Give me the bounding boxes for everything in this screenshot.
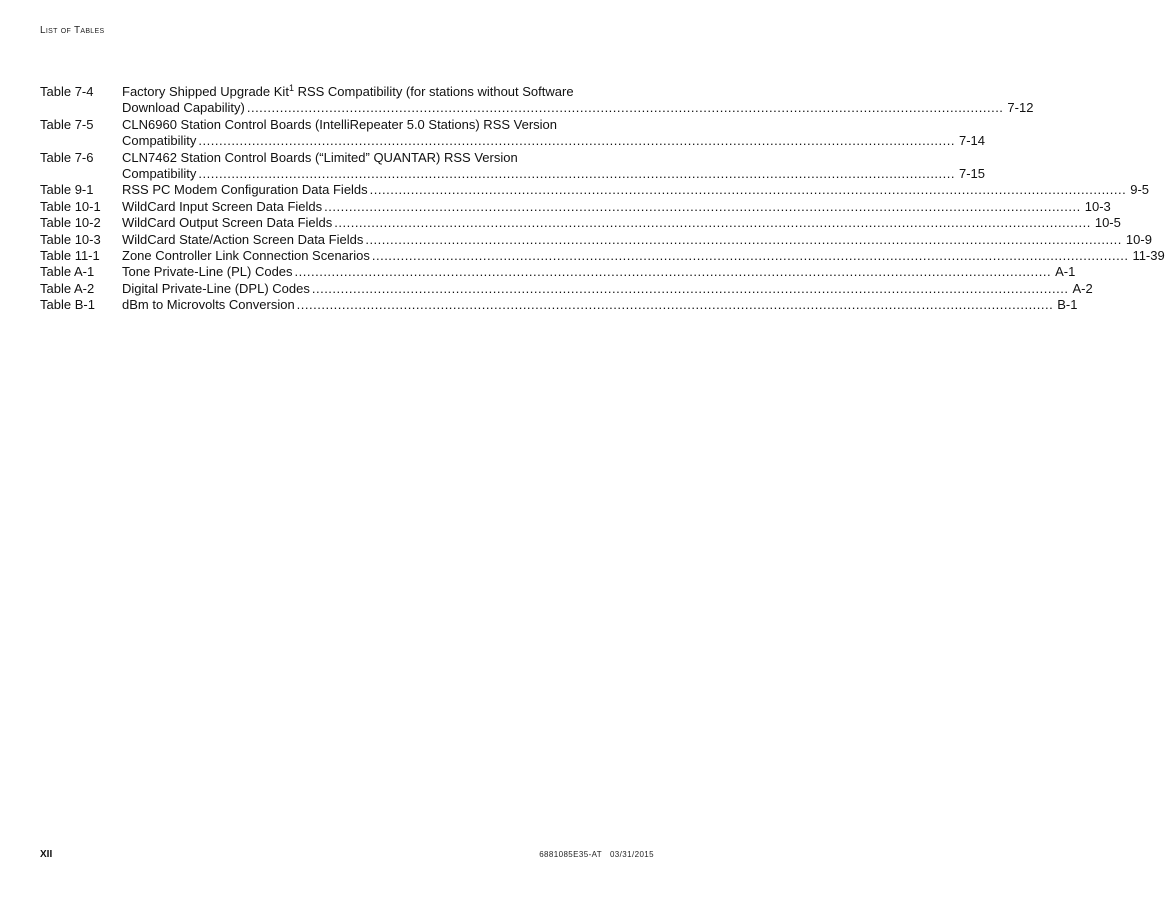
title-line-leader bbox=[122, 166, 986, 182]
title-text: CLN7462 Station Control Boards (“Limited” QUANTAR) RSS Version bbox=[122, 149, 518, 165]
title-line-leader bbox=[122, 297, 1078, 313]
toc-entry[interactable] bbox=[40, 149, 986, 183]
title-line-leader bbox=[122, 280, 1093, 297]
page-number: A-2 bbox=[1072, 280, 1093, 296]
toc-entry[interactable] bbox=[40, 198, 1111, 215]
dot-leader: ........................................................................................................................................................................................ bbox=[198, 133, 955, 149]
entry-body bbox=[122, 83, 1034, 117]
dot-leader: ........................................................................................................................................................................................ bbox=[311, 280, 1069, 296]
dot-leader: ........................................................................................................................................................................................ bbox=[324, 198, 1081, 214]
title-line-leader bbox=[122, 100, 1034, 116]
entry-body bbox=[122, 116, 986, 150]
title-line-leader bbox=[122, 264, 1076, 280]
title-text: WildCard Output Screen Data Fields bbox=[122, 215, 333, 231]
footer-date: 03/31/2015 bbox=[609, 850, 654, 859]
page-number: 10-3 bbox=[1084, 198, 1111, 214]
title-line bbox=[122, 150, 614, 166]
table-number: Table B-1 bbox=[40, 297, 95, 313]
table-number: Table 7-4 bbox=[40, 84, 94, 99]
footer-doc-id: 6881085E35-AT bbox=[539, 850, 603, 859]
table-number: Table 7-5 bbox=[40, 116, 94, 132]
entry-body bbox=[122, 149, 986, 183]
entry-body bbox=[122, 280, 1093, 297]
dot-leader: ........................................................................................................................................................................................ bbox=[296, 297, 1054, 313]
table-number: Table 10-1 bbox=[40, 198, 101, 214]
entry-body bbox=[122, 248, 1165, 264]
toc-entry[interactable] bbox=[40, 297, 1078, 313]
title-line-leader bbox=[122, 198, 1111, 215]
title-line-leader bbox=[122, 231, 1152, 248]
title-text: Zone Controller Link Connection Scenarios bbox=[122, 248, 370, 264]
title-text: WildCard State/Action Screen Data Fields bbox=[122, 231, 364, 247]
toc-entry[interactable] bbox=[40, 264, 1076, 280]
title-text: Download Capability) bbox=[122, 100, 245, 116]
toc-entry[interactable] bbox=[40, 231, 1152, 248]
title-line bbox=[122, 84, 614, 100]
page-number: 11-39 bbox=[1132, 248, 1165, 264]
table-number: Table 7-6 bbox=[40, 149, 94, 165]
entry-body bbox=[122, 215, 1121, 231]
page-number: B-1 bbox=[1057, 297, 1078, 313]
page-number: 10-9 bbox=[1125, 231, 1152, 247]
table-number: Table A-1 bbox=[40, 264, 95, 280]
dot-leader: ........................................................................................................................................................................................ bbox=[365, 231, 1122, 247]
title-text: dBm to Microvolts Conversion bbox=[122, 297, 295, 313]
page-number: 10-5 bbox=[1094, 215, 1121, 231]
dot-leader: ........................................................................................................................................................................................ bbox=[246, 100, 1004, 116]
footer-page-label: XII bbox=[40, 849, 53, 860]
title-text: Tone Private-Line (PL) Codes bbox=[122, 264, 293, 280]
toc-entry[interactable] bbox=[40, 116, 986, 150]
table-number: Table 10-2 bbox=[40, 215, 101, 231]
entry-body bbox=[122, 231, 1152, 248]
entry-body bbox=[122, 297, 1078, 313]
title-text: Factory Shipped Upgrade Kit$^1$ RSS Compatibility (for stations without Software bbox=[122, 83, 574, 99]
table-number: Table 11-1 bbox=[40, 248, 100, 264]
title-text: Digital Private-Line (DPL) Codes bbox=[122, 280, 310, 296]
title-text: Compatibility bbox=[122, 166, 197, 182]
table-number: Table 9-1 bbox=[40, 182, 94, 198]
entry-body bbox=[122, 198, 1111, 215]
title-text: WildCard Input Screen Data Fields bbox=[122, 198, 323, 214]
toc-entry[interactable] bbox=[40, 182, 1150, 198]
page-number: 7-14 bbox=[959, 133, 986, 149]
title-line-leader bbox=[122, 182, 1150, 198]
footnote-marker: 1 bbox=[288, 83, 294, 93]
toc-entry[interactable] bbox=[40, 248, 1165, 264]
page-number: 9-5 bbox=[1130, 182, 1150, 198]
title-text: RSS PC Modem Configuration Data Fields bbox=[122, 182, 368, 198]
table-number: Table 10-3 bbox=[40, 231, 101, 247]
dot-leader: ........................................................................................................................................................................................ bbox=[294, 264, 1052, 280]
entry-body bbox=[122, 264, 1076, 280]
title-line-leader bbox=[122, 248, 1165, 264]
page-number: A-1 bbox=[1055, 264, 1076, 280]
title-line-leader bbox=[122, 133, 986, 149]
page-number: 7-15 bbox=[959, 166, 986, 182]
dot-leader: ........................................................................................................................................................................................ bbox=[371, 248, 1129, 264]
entry-body bbox=[122, 182, 1150, 198]
toc-entry[interactable] bbox=[40, 215, 1121, 231]
dot-leader: ........................................................................................................................................................................................ bbox=[334, 215, 1091, 231]
table-of-contents-list bbox=[40, 83, 1165, 314]
table-number: Table A-2 bbox=[40, 280, 95, 296]
page-number: 7-12 bbox=[1007, 100, 1034, 116]
toc-entry[interactable] bbox=[40, 83, 1034, 117]
dot-leader: ........................................................................................................................................................................................ bbox=[198, 166, 955, 182]
title-text: CLN6960 Station Control Boards (IntelliRepeater 5.0 Stations) RSS Version bbox=[122, 116, 558, 132]
footer-doc-info bbox=[539, 850, 654, 859]
dot-leader: ........................................................................................................................................................................................ bbox=[369, 182, 1127, 198]
running-header: List of Tables bbox=[40, 25, 105, 36]
title-text: Compatibility bbox=[122, 133, 197, 149]
title-line bbox=[122, 117, 614, 133]
title-line-leader bbox=[122, 215, 1121, 231]
toc-entry[interactable] bbox=[40, 280, 1093, 297]
